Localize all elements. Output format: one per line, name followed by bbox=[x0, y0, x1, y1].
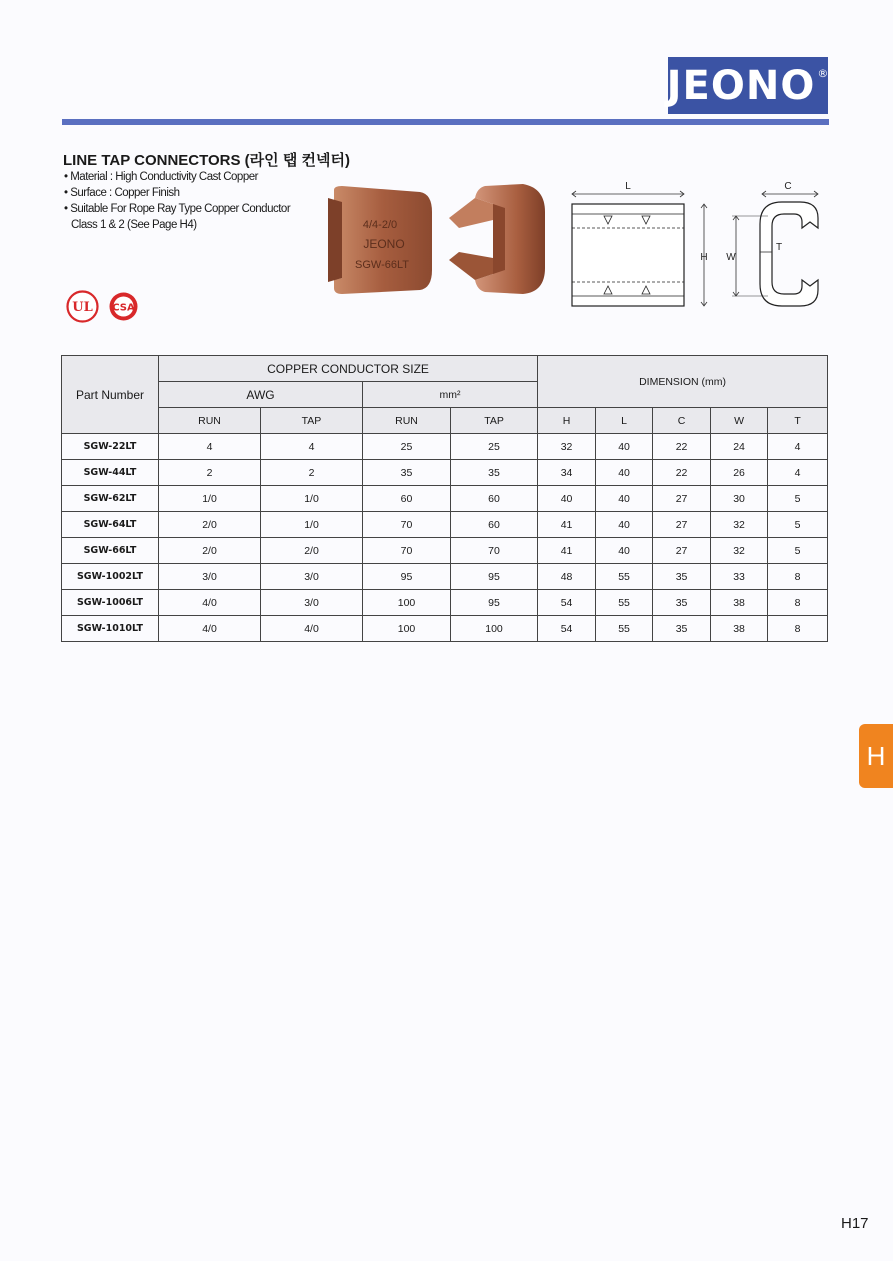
connector-side-photo bbox=[445, 182, 550, 297]
cell-awg-run: 4/0 bbox=[159, 590, 261, 616]
label-H: H bbox=[700, 252, 708, 263]
col-c: C bbox=[653, 408, 711, 434]
spec-table-body bbox=[62, 434, 828, 642]
cell-awg-run: 3/0 bbox=[159, 564, 261, 590]
front-view-diagram bbox=[560, 178, 720, 313]
bullet-suitable: • Suitable For Rope Ray Type Copper Conductor bbox=[64, 203, 291, 215]
feature-list bbox=[64, 169, 290, 233]
cell-t: 4 bbox=[768, 460, 828, 486]
csa-certification-icon bbox=[107, 290, 140, 323]
cell-mm-run: 70 bbox=[363, 512, 451, 538]
cell-w: 24 bbox=[711, 434, 768, 460]
cell-l: 40 bbox=[596, 486, 653, 512]
cell-mm-tap: 95 bbox=[451, 590, 538, 616]
cell-h: 54 bbox=[538, 616, 596, 642]
cell-c: 35 bbox=[653, 590, 711, 616]
cell-w: 26 bbox=[711, 460, 768, 486]
header-rule bbox=[62, 119, 829, 125]
cell-w: 33 bbox=[711, 564, 768, 590]
registered-mark: ® bbox=[817, 67, 830, 80]
cell-awg-tap: 2/0 bbox=[261, 538, 363, 564]
cell-awg-tap: 4 bbox=[261, 434, 363, 460]
ul-mark-text: UL bbox=[72, 300, 93, 315]
cell-part-number: SGW-62LT bbox=[62, 486, 159, 512]
cell-h: 40 bbox=[538, 486, 596, 512]
bullet-material: • Material : High Conductivity Cast Copper bbox=[64, 171, 258, 183]
cell-part-number: SGW-1006LT bbox=[62, 590, 159, 616]
cell-mm-run: 100 bbox=[363, 590, 451, 616]
cell-mm-run: 25 bbox=[363, 434, 451, 460]
cell-part-number: SGW-22LT bbox=[62, 434, 159, 460]
cell-l: 40 bbox=[596, 538, 653, 564]
cell-awg-tap: 1/0 bbox=[261, 486, 363, 512]
col-awg-run: RUN bbox=[159, 408, 261, 434]
csa-mark-text: CSA bbox=[112, 302, 135, 314]
marking-line-2: JEONO bbox=[363, 237, 405, 251]
cell-awg-run: 2/0 bbox=[159, 538, 261, 564]
cell-c: 22 bbox=[653, 460, 711, 486]
label-L: L bbox=[625, 181, 631, 192]
cell-t: 5 bbox=[768, 538, 828, 564]
cell-mm-run: 70 bbox=[363, 538, 451, 564]
label-T: T bbox=[776, 242, 783, 253]
cell-awg-run: 2 bbox=[159, 460, 261, 486]
side-view-diagram bbox=[722, 178, 832, 313]
cell-w: 38 bbox=[711, 590, 768, 616]
cell-part-number: SGW-66LT bbox=[62, 538, 159, 564]
table-row bbox=[62, 512, 828, 538]
cell-mm-tap: 70 bbox=[451, 538, 538, 564]
page-title: LINE TAP CONNECTORS (라인 탭 컨넥터) bbox=[63, 152, 350, 169]
cell-mm-run: 35 bbox=[363, 460, 451, 486]
col-mm-tap: TAP bbox=[451, 408, 538, 434]
cell-part-number: SGW-1002LT bbox=[62, 564, 159, 590]
col-h: H bbox=[538, 408, 596, 434]
cell-l: 55 bbox=[596, 616, 653, 642]
part-number-header: Part Number bbox=[62, 356, 159, 434]
cell-c: 35 bbox=[653, 564, 711, 590]
marking-line-1: 4/4-2/0 bbox=[362, 219, 398, 231]
cell-c: 27 bbox=[653, 538, 711, 564]
ul-certification-icon bbox=[66, 290, 99, 323]
cell-t: 8 bbox=[768, 616, 828, 642]
cell-h: 32 bbox=[538, 434, 596, 460]
table-row bbox=[62, 564, 828, 590]
cell-awg-tap: 2 bbox=[261, 460, 363, 486]
col-mm-run: RUN bbox=[363, 408, 451, 434]
copper-conductor-size-header: COPPER CONDUCTOR SIZE bbox=[159, 356, 538, 382]
cell-part-number: SGW-64LT bbox=[62, 512, 159, 538]
table-row bbox=[62, 538, 828, 564]
cell-mm-tap: 95 bbox=[451, 564, 538, 590]
cell-mm-tap: 25 bbox=[451, 434, 538, 460]
cell-mm-run: 100 bbox=[363, 616, 451, 642]
awg-header: AWG bbox=[159, 382, 363, 408]
col-awg-tap: TAP bbox=[261, 408, 363, 434]
marking-line-3: SGW-66LT bbox=[355, 259, 409, 271]
cell-w: 30 bbox=[711, 486, 768, 512]
dimension-header: DIMENSION (mm) bbox=[538, 356, 828, 408]
cell-h: 54 bbox=[538, 590, 596, 616]
cell-mm-tap: 100 bbox=[451, 616, 538, 642]
table-row bbox=[62, 486, 828, 512]
cell-awg-tap: 3/0 bbox=[261, 564, 363, 590]
cell-awg-run: 4/0 bbox=[159, 616, 261, 642]
cell-mm-tap: 35 bbox=[451, 460, 538, 486]
cell-part-number: SGW-44LT bbox=[62, 460, 159, 486]
cell-c: 22 bbox=[653, 434, 711, 460]
cell-mm-tap: 60 bbox=[451, 486, 538, 512]
cell-mm-tap: 60 bbox=[451, 512, 538, 538]
spec-table bbox=[61, 355, 828, 642]
label-C: C bbox=[784, 181, 792, 192]
page-number: H17 bbox=[841, 1215, 869, 1232]
cell-c: 35 bbox=[653, 616, 711, 642]
cell-awg-tap: 3/0 bbox=[261, 590, 363, 616]
section-tab[interactable]: H bbox=[859, 724, 893, 788]
cell-awg-run: 2/0 bbox=[159, 512, 261, 538]
label-W: W bbox=[726, 252, 736, 263]
table-row bbox=[62, 434, 828, 460]
cell-mm-run: 60 bbox=[363, 486, 451, 512]
brand-logo bbox=[668, 57, 828, 114]
cell-l: 40 bbox=[596, 512, 653, 538]
cell-awg-run: 4 bbox=[159, 434, 261, 460]
table-row bbox=[62, 460, 828, 486]
cell-awg-tap: 4/0 bbox=[261, 616, 363, 642]
cell-l: 40 bbox=[596, 434, 653, 460]
cell-l: 55 bbox=[596, 564, 653, 590]
cell-h: 41 bbox=[538, 512, 596, 538]
cell-w: 32 bbox=[711, 538, 768, 564]
cell-t: 8 bbox=[768, 564, 828, 590]
cell-t: 4 bbox=[768, 434, 828, 460]
bullet-class: Class 1 & 2 (See Page H4) bbox=[71, 219, 197, 231]
cell-part-number: SGW-1010LT bbox=[62, 616, 159, 642]
col-w: W bbox=[711, 408, 768, 434]
cell-c: 27 bbox=[653, 486, 711, 512]
mm2-header: mm² bbox=[363, 382, 538, 408]
connector-front-photo bbox=[320, 182, 435, 297]
col-t: T bbox=[768, 408, 828, 434]
cell-h: 41 bbox=[538, 538, 596, 564]
brand-name: JEONO bbox=[666, 62, 816, 109]
bullet-surface: • Surface : Copper Finish bbox=[64, 187, 180, 199]
cell-w: 32 bbox=[711, 512, 768, 538]
cell-c: 27 bbox=[653, 512, 711, 538]
cell-t: 5 bbox=[768, 512, 828, 538]
cell-h: 34 bbox=[538, 460, 596, 486]
col-l: L bbox=[596, 408, 653, 434]
cell-w: 38 bbox=[711, 616, 768, 642]
cell-mm-run: 95 bbox=[363, 564, 451, 590]
table-row bbox=[62, 590, 828, 616]
cell-awg-run: 1/0 bbox=[159, 486, 261, 512]
cell-l: 55 bbox=[596, 590, 653, 616]
cell-l: 40 bbox=[596, 460, 653, 486]
table-row bbox=[62, 616, 828, 642]
cell-h: 48 bbox=[538, 564, 596, 590]
cell-awg-tap: 1/0 bbox=[261, 512, 363, 538]
cell-t: 8 bbox=[768, 590, 828, 616]
cell-t: 5 bbox=[768, 486, 828, 512]
